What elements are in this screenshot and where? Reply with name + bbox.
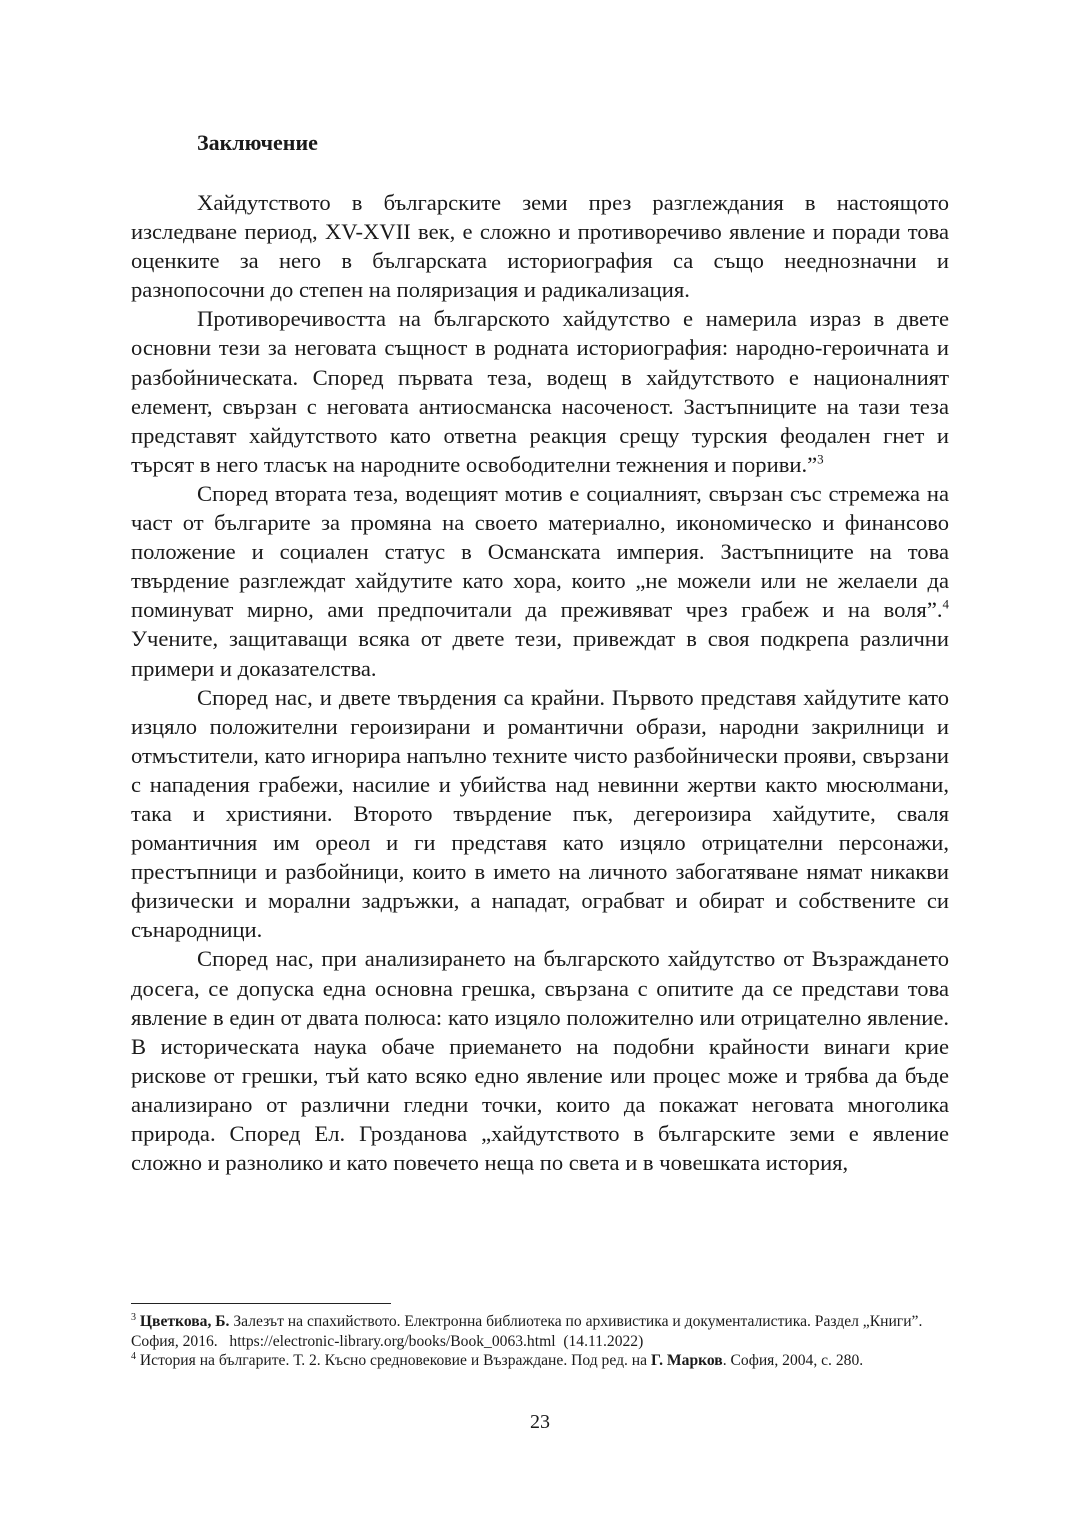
paragraph-text: Според втората теза, водещият мотив е социалният, свързан със стремежа на част от българите за промяна на своето материално, икономическо и финансово положение и социален статус в Османската империя. Застъпниците на това твърдение разглеждат хайдутите като хора, които „не можели или не желаели да поминуват мирно, ами предпочитали да преживяват чрез грабеж и на воля”. (131, 480, 949, 623)
footnote-ref: 3 (817, 451, 824, 467)
footnote-editor: Г. Марков (650, 1352, 723, 1369)
paragraph (131, 188, 949, 304)
footnote-ref: 4 (942, 596, 949, 612)
footnote-4 (131, 1351, 949, 1371)
paragraph (131, 479, 961, 683)
paragraph-text: Хайдутството в българските земи през разглеждания в настоящото изследване период, XV-XVII век, е сложно и противоречиво явление и поради това оценките за него в българската историография са също нееднозначни и разнопосочни до степен на поляризация и радикализация. (131, 190, 949, 303)
paragraph-text: Според нас, и двете твърдения са крайни. Първото представя хайдутите като изцяло положителни героизирани и романтични образи, народни закрилници и отмъстители, като игнорира напълно техните чисто разбойнически прояви, свързани с нападения грабежи, насилие и убийства над невинни жертви както мюсюлмани, така и християни. Второто твърдение пък, дегероизира хайдутите, сваля романтичния им ореол и ги представя като изцяло отрицателни персонажи, престъпници и разбойници, които в името на личното забогатяване нямат никакви физически и морални задръжки, а нападат, ограбват и обират и собствените си сънародници. (131, 684, 949, 943)
footnote-text: . София, 2004, с. 280. (722, 1352, 864, 1369)
body-text (131, 188, 961, 1177)
footnote-text: История на българите. Т. 2. Късно средновековие и Възраждане. Под ред. на (136, 1352, 651, 1369)
footnotes (131, 1312, 949, 1371)
page-number: 23 (530, 1411, 550, 1433)
footnote-divider (131, 1303, 391, 1304)
footnote-3 (131, 1312, 949, 1351)
paragraph (131, 304, 949, 479)
paragraph (131, 683, 949, 945)
footnote-text: Залезът на спахийството. Електронна библиотека по архивистика и документалистика. Раздел „Книги”. София, 2016. https://electronic-library.org/books/Book_0063.html (14.11.2022) (131, 1313, 927, 1350)
paragraph-text: Противоречивостта на българското хайдутство е намерила израз в двете основни тези за неговата същност в родната историография: народно-героичната и разбойническата. Според първата теза, водещ в хайдутството е националният елемент, свързан с неговата антиосманска насоченост. Застъпниците на тази теза представят хайдутството като ответна реакция срещу турския феодален гнет и търсят в него тласък на народните освободителни тежнения и пориви.” (131, 306, 949, 477)
paragraph-text: Учените, защитаващи всяка от двете тези, привеждат в своя подкрепа различни примери и доказателства. (131, 597, 961, 681)
paragraph-text: Според нас, при анализирането на българското хайдутство от Възраждането досега, се допуска една основна грешка, свързана с опитите да се представи това явление в един от двата полюса: като изцяло положително или отрицателно явление. В историческата наука обаче приемането на подобни крайности винаги крие рискове от грешки, тъй като всяко едно явление или процес може и трябва да бъде анализирано от различни гледни точки, които да покажат неговата многолика природа. Според Ел. Грозданова „хайдутството в българските земи е явление сложно и разнолико и като повечето неща по света и в човешката история, (131, 946, 949, 1176)
footnote-number: 4 (131, 1350, 136, 1362)
footnote-number: 3 (131, 1311, 136, 1323)
footnote-author: Цветкова, Б. (139, 1313, 230, 1330)
paragraph (131, 944, 949, 1177)
section-heading: Заключение (197, 130, 318, 155)
